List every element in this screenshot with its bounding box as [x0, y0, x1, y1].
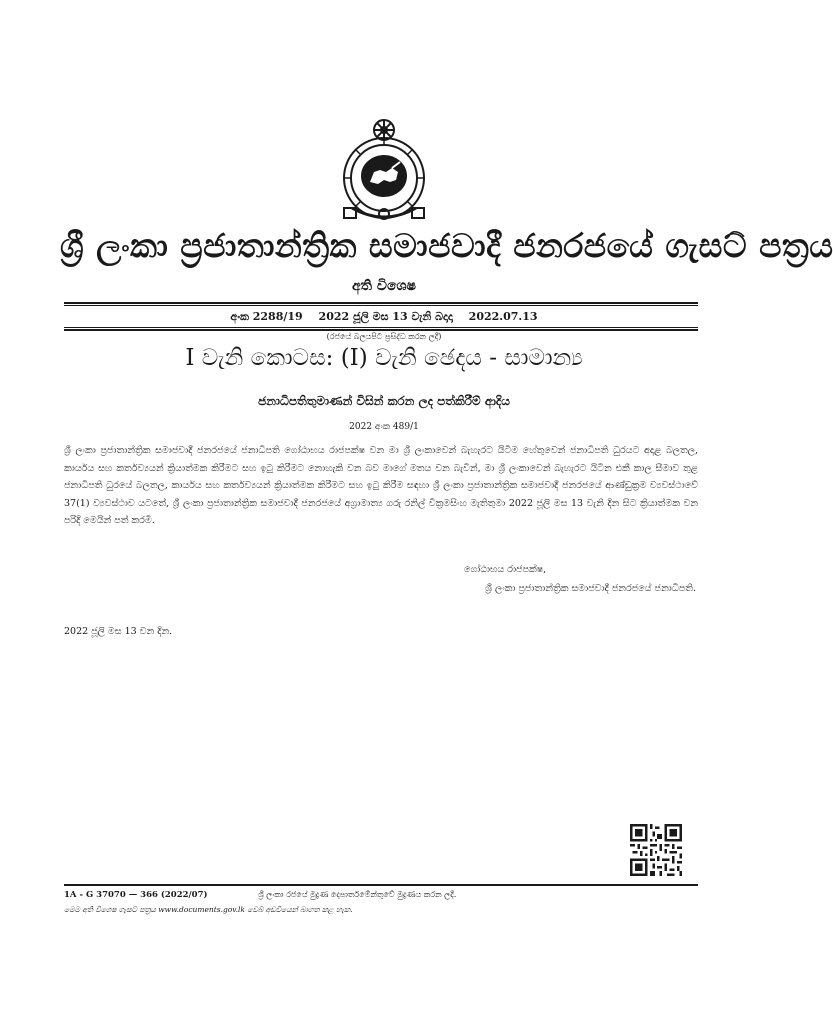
notice-body: ශ්‍රී ලංකා ප්‍රජාතාන්ත්‍රික සමාජවාදී ජනරජයේ ජනාධිපති ගෝඨාභය රාජපක්ෂ වන මා ශ්‍රී ලංකාවෙන් බැහැරට යිටීම හේතුවෙන් ජනාධිපති ධුරයට අදාළ බලතල, කාර්යය සහ කර්තව්‍යයන් ක්‍රියාත්මක කිරීමට සහ ඉටු කිරීමට නොහැකි වන බව මාගේ මතය වන බැවින්, මා ශ්‍රී ලංකාවෙන් බැහැරට යිටින එකී කාල සීමාව තුළ ජනාධිපති ධුරයේ බලතල, කාර්යය සහ කර්තව්‍යයන් ක්‍රියාත්මක කිරීමට සහ ඉටු කිරීම සඳහා ශ්‍රී ලංකා ප්‍රජාතාන්ත්‍රික සමාජවාදී ජනරජයේ ආණ්ඩුක්‍රම ව්‍යවස්ථාවේ 37(1) ව්‍යවස්ථාව යටතේ, ශ්‍රී ලංකා ප්‍රජාතාන්ත්‍රික සමාජවාදී ජනරජයේ අග්‍රාමාත්‍ය ගරු රනිල් වික්‍රමසිංහ මැතිතුමා 2022 ජූලි මස 13 වැනි දින සිට ක්‍රියාත්මක වන පරිදි මෙයින් පත් කරමි.: [64, 445, 698, 526]
footer-web-note: මෙම අති විශෙෂ ගැසට් පත්‍රය www.documents.gov.lk වෙබ් අඩවියෙන් බාගත කළ හැක.: [64, 905, 353, 914]
gazette-masthead: ශ්‍රී ලංකා ප්‍රජාතාන්ත්‍රික සමාජවාදී ජනරජයේ ගැසට් පත්‍රය: [60, 226, 833, 265]
issue-rule: [64, 327, 698, 328]
footer-rule: [64, 884, 698, 886]
footer-code: 1A - G 37070 — 366 (2022/07): [64, 890, 208, 900]
qr-code-icon: [630, 824, 682, 876]
issue-date: 2022.07.13: [468, 310, 538, 323]
masthead-rule-top: [64, 302, 698, 304]
notice-number: 2022 අංක 489/1: [349, 422, 419, 432]
national-emblem-icon: [334, 116, 434, 228]
issue-rule-thick: [64, 329, 698, 331]
masthead-rule-top-thin: [64, 305, 698, 306]
publication-authority: (රජයේ බලයපිට ප්‍රසිද්ධ කරන ලදී): [326, 332, 442, 341]
signatory-title: ශ්‍රී ලංකා ප්‍රජාතාන්ත්‍රික සමාජවාදී ජනරජයේ ජනාධිපති.: [485, 583, 696, 594]
gazette-subtitle: අති විශෙෂ: [352, 278, 416, 294]
issue-number: අංක 2288/19: [230, 310, 303, 323]
footer-printer: ශ්‍රී ලංකා රජයේ මුද්‍රණ දෙපාර්තමේන්තුවේ මුද්‍රණය කරන ලදී.: [258, 890, 457, 899]
issue-line: [0, 310, 768, 324]
issue-date-sinhala: 2022 ජූලි මස 13 වැනි බදාදා: [318, 310, 453, 323]
notice-heading: ජනාධිපතිතුමාණන් විසින් කරන ලද පත්කිරීම් ආදිය: [258, 394, 510, 408]
notice-date: 2022 ජූලි මස 13 වන දින.: [64, 626, 173, 637]
part-title: I වැනි කොටස: (I) වැනි ඡෙදය - සාමාන්‍ය: [185, 345, 583, 371]
signatory-name: ගෝඨාභය රාජපක්ෂ,: [464, 564, 547, 575]
